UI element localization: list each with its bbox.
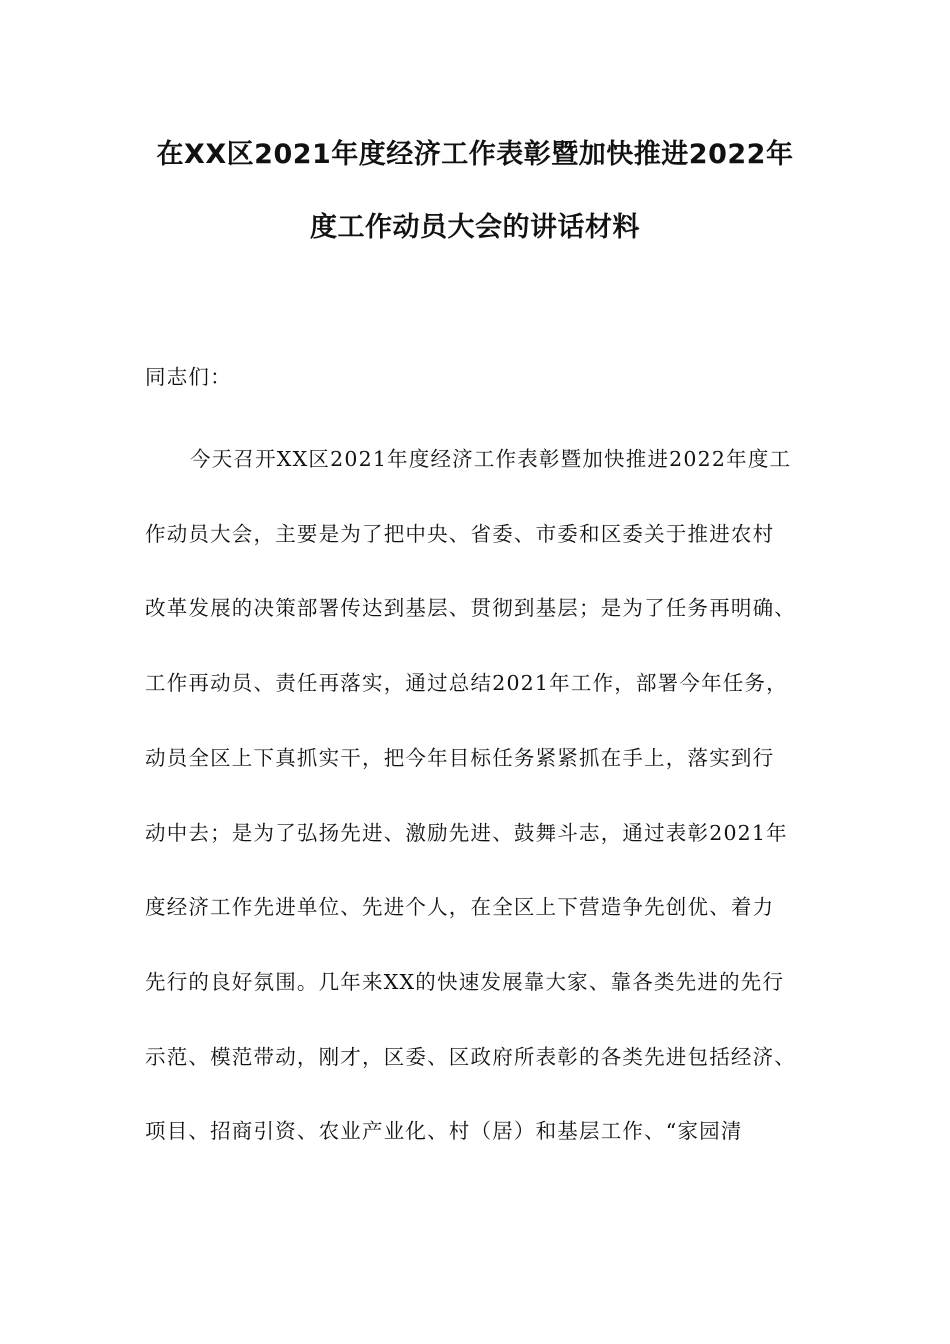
body-line-3: 改革发展的决策部署传达到基层、贯彻到基层；是为了任务再明确、 [145,596,796,620]
body-line-5: 动员全区上下真抓实干，把今年目标任务紧紧抓在手上，落实到行 [145,746,775,770]
body-line-9: 示范、模范带动，刚才，区委、区政府所表彰的各类先进包括经济、 [145,1045,796,1069]
salutation: 同志们： [145,365,232,389]
body-line-10: 项目、招商引资、农业产业化、村（居）和基层工作、“家园清 [145,1119,743,1143]
body-line-8: 先行的良好氛围。几年来XX的快速发展靠大家、靠各类先进的先行 [145,970,785,994]
document-title-line-1: 在XX区2021年度经济工作表彰暨加快推进2022年 [156,139,794,170]
body-line-1: 今天召开XX区2021年度经济工作表彰暨加快推进2022年度工 [190,447,792,471]
document-title-line-2: 度工作动员大会的讲话材料 [310,212,640,243]
body-line-7: 度经济工作先进单位、先进个人，在全区上下营造争先创优、着力 [145,895,775,919]
body-line-2: 作动员大会，主要是为了把中央、省委、市委和区委关于推进农村 [145,522,775,546]
body-line-6: 动中去；是为了弘扬先进、激励先进、鼓舞斗志，通过表彰2021年 [145,821,788,845]
body-line-4: 工作再动员、责任再落实，通过总结2021年工作，部署今年任务， [145,671,788,695]
